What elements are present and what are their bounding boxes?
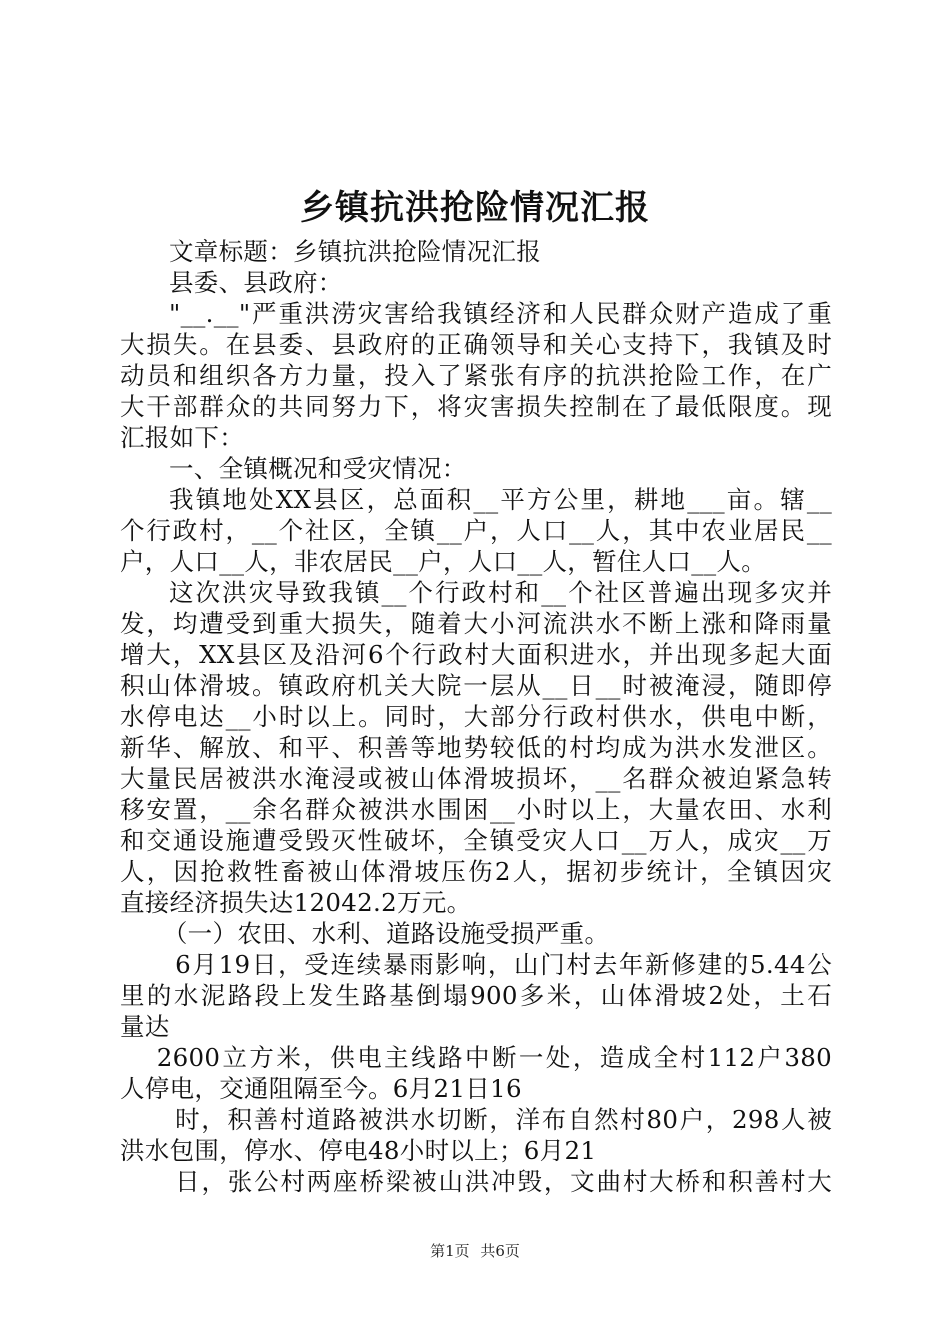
text-line: 直接经济损失达12042.2万元。 xyxy=(120,888,472,917)
text-line: 汇报如下： xyxy=(120,423,244,452)
document-title: 乡镇抗洪抢险情况汇报 xyxy=(300,188,650,228)
text-line: 洪水包围，停水、停电48小时以上；6月21 xyxy=(120,1136,597,1165)
text-line: 我镇地处XX县区，总面积__平方公里，耕地___亩。辖__ xyxy=(169,485,832,514)
text-line: "__.__"严重洪涝灾害给我镇经济和人民群众财产造成了重 xyxy=(169,299,832,328)
text-line: 户，人口__人，非农居民__户，人口__人，暂住人口__人。 xyxy=(120,547,766,576)
page-footer xyxy=(0,1240,950,1261)
text-line: 大量民居被洪水淹浸或被山体滑坡损坏，__名群众被迫紧急转 xyxy=(120,764,832,793)
text-line: 人停电，交通阻隔至今。6月21日16 xyxy=(120,1074,522,1103)
text-line: 一、全镇概况和受灾情况： xyxy=(169,454,467,483)
text-line: 6月19日，受连续暴雨影响，山门村去年新修建的5.44公 xyxy=(175,950,832,979)
text-line: 和交通设施遭受毁灭性破坏，全镇受灾人口__万人，成灾__万 xyxy=(120,826,832,855)
text-line: 大干部群众的共同努力下，将灾害损失控制在了最低限度。现 xyxy=(120,392,832,421)
text-line: 新华、解放、和平、积善等地势较低的村均成为洪水发泄区。 xyxy=(120,733,832,762)
page-total: 共6页 xyxy=(480,1242,520,1260)
text-line: 大损失。在县委、县政府的正确领导和关心支持下，我镇及时 xyxy=(120,330,832,359)
document-body xyxy=(120,236,832,1197)
text-line: （一）农田、水利、道路设施受损严重。 xyxy=(162,919,610,948)
text-line: 县委、县政府： xyxy=(169,268,343,297)
text-line: 积山体滑坡。镇政府机关大院一层从__日__时被淹浸，随即停 xyxy=(120,671,832,700)
text-line: 这次洪灾导致我镇__个行政村和__个社区普遍出现多灾并 xyxy=(169,578,832,607)
text-line: 动员和组织各方力量，投入了紧张有序的抗洪抢险工作，在广 xyxy=(120,361,832,390)
text-line: 人，因抢救牲畜被山体滑坡压伤2人，据初步统计，全镇因灾 xyxy=(120,857,832,886)
text-line: 水停电达__小时以上。同时，大部分行政村供水，供电中断， xyxy=(120,702,832,731)
text-line: 日，张公村两座桥梁被山洪冲毁，文曲村大桥和积善村大 xyxy=(175,1167,832,1196)
text-line: 时，积善村道路被洪水切断，洋布自然村80户，298人被 xyxy=(175,1105,832,1134)
text-line: 移安置，__余名群众被洪水围困__小时以上，大量农田、水利 xyxy=(120,795,832,824)
text-line: 发，均遭受到重大损失，随着大小河流洪水不断上涨和降雨量 xyxy=(120,609,832,638)
text-line: 增大，XX县区及沿河6个行政村大面积进水，并出现多起大面 xyxy=(120,640,832,669)
text-line: 里的水泥路段上发生路基倒塌900多米，山体滑坡2处，土石 xyxy=(120,981,832,1010)
text-line: 文章标题：乡镇抗洪抢险情况汇报 xyxy=(169,237,541,266)
text-line: 2600立方米，供电主线路中断一处，造成全村112户380 xyxy=(156,1043,832,1072)
text-line: 量达 xyxy=(120,1012,170,1041)
text-line: 个行政村，__个社区，全镇__户，人口__人，其中农业居民__ xyxy=(120,516,832,545)
page-number: 第1页 xyxy=(430,1242,470,1260)
